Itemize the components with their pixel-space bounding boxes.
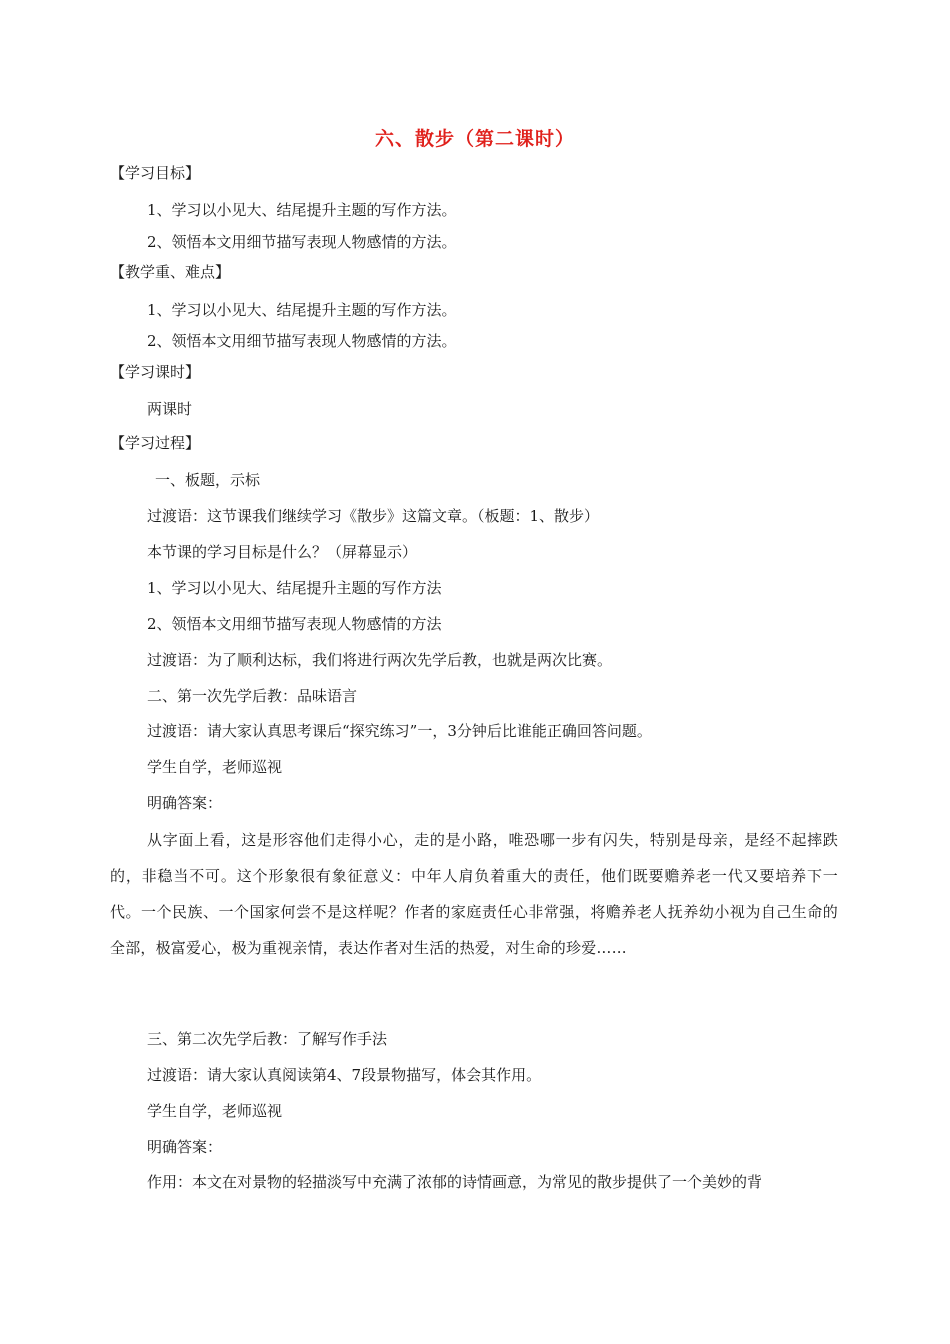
transition-2: 过渡语：为了顺利达标，我们将进行两次先学后教，也就是两次比赛。 (147, 651, 613, 669)
section-header-goals: 【学习目标】 (110, 164, 201, 182)
self-study-1: 学生自学，老师巡视 (147, 758, 283, 776)
answer-label-2: 明确答案： (147, 1138, 223, 1156)
goal-item-1: 1、学习以小见大、结尾提升主题的写作方法。 (147, 201, 457, 219)
section-header-key-points: 【教学重、难点】 (110, 263, 231, 281)
process-step-3: 三、第二次先学后教：了解写作手法 (147, 1030, 388, 1048)
hours-value: 两课时 (147, 400, 193, 418)
goal-item-2: 2、领悟本文用细节描写表现人物感情的方法。 (147, 233, 457, 251)
process-step-2: 二、第一次先学后教：品味语言 (147, 687, 358, 705)
answer-paragraph-2: 作用：本文在对景物的轻描淡写中充满了浓郁的诗情画意，为常见的散步提供了一个美妙的背 (147, 1173, 763, 1191)
question-line: 本节课的学习目标是什么？（屏幕显示） (147, 543, 418, 561)
self-study-2: 学生自学，老师巡视 (147, 1102, 283, 1120)
transition-3: 过渡语：请大家认真思考课后“探究练习”一，3分钟后比谁能正确回答问题。 (147, 722, 652, 740)
transition-4: 过渡语：请大家认真阅读第4、7段景物描写，体会其作用。 (147, 1066, 542, 1084)
transition-1: 过渡语：这节课我们继续学习《散步》这篇文章。（板题：1、散步） (147, 507, 600, 525)
answer-label-1: 明确答案： (147, 794, 223, 812)
key-item-2: 2、领悟本文用细节描写表现人物感情的方法。 (147, 332, 457, 350)
page-title: 六、散步（第二课时） (374, 128, 575, 150)
process-step-1: 一、板题，示标 (155, 471, 261, 489)
section-header-process: 【学习过程】 (110, 434, 201, 452)
process-goal-2: 2、领悟本文用细节描写表现人物感情的方法 (147, 615, 442, 633)
section-header-hours: 【学习课时】 (110, 363, 201, 381)
key-item-1: 1、学习以小见大、结尾提升主题的写作方法。 (147, 301, 457, 319)
process-goal-1: 1、学习以小见大、结尾提升主题的写作方法 (147, 579, 442, 597)
answer-paragraph-1: 从字面上看，这是形容他们走得小心，走的是小路，唯恐哪一步有闪失，特别是母亲，是经不起摔跌的，非稳当不可。这个形象很有象征意义：中年人肩负着重大的责任，他们既要赡养老一代又要培养下一代。一个民族、一个国家何尝不是这样呢？作者的家庭责任心非常强，将赡养老人抚养幼小视为自己生命的全部，极富爱心，极为重视亲情，表达作者对生活的热爱，对生命的珍爱…… (110, 831, 838, 957)
